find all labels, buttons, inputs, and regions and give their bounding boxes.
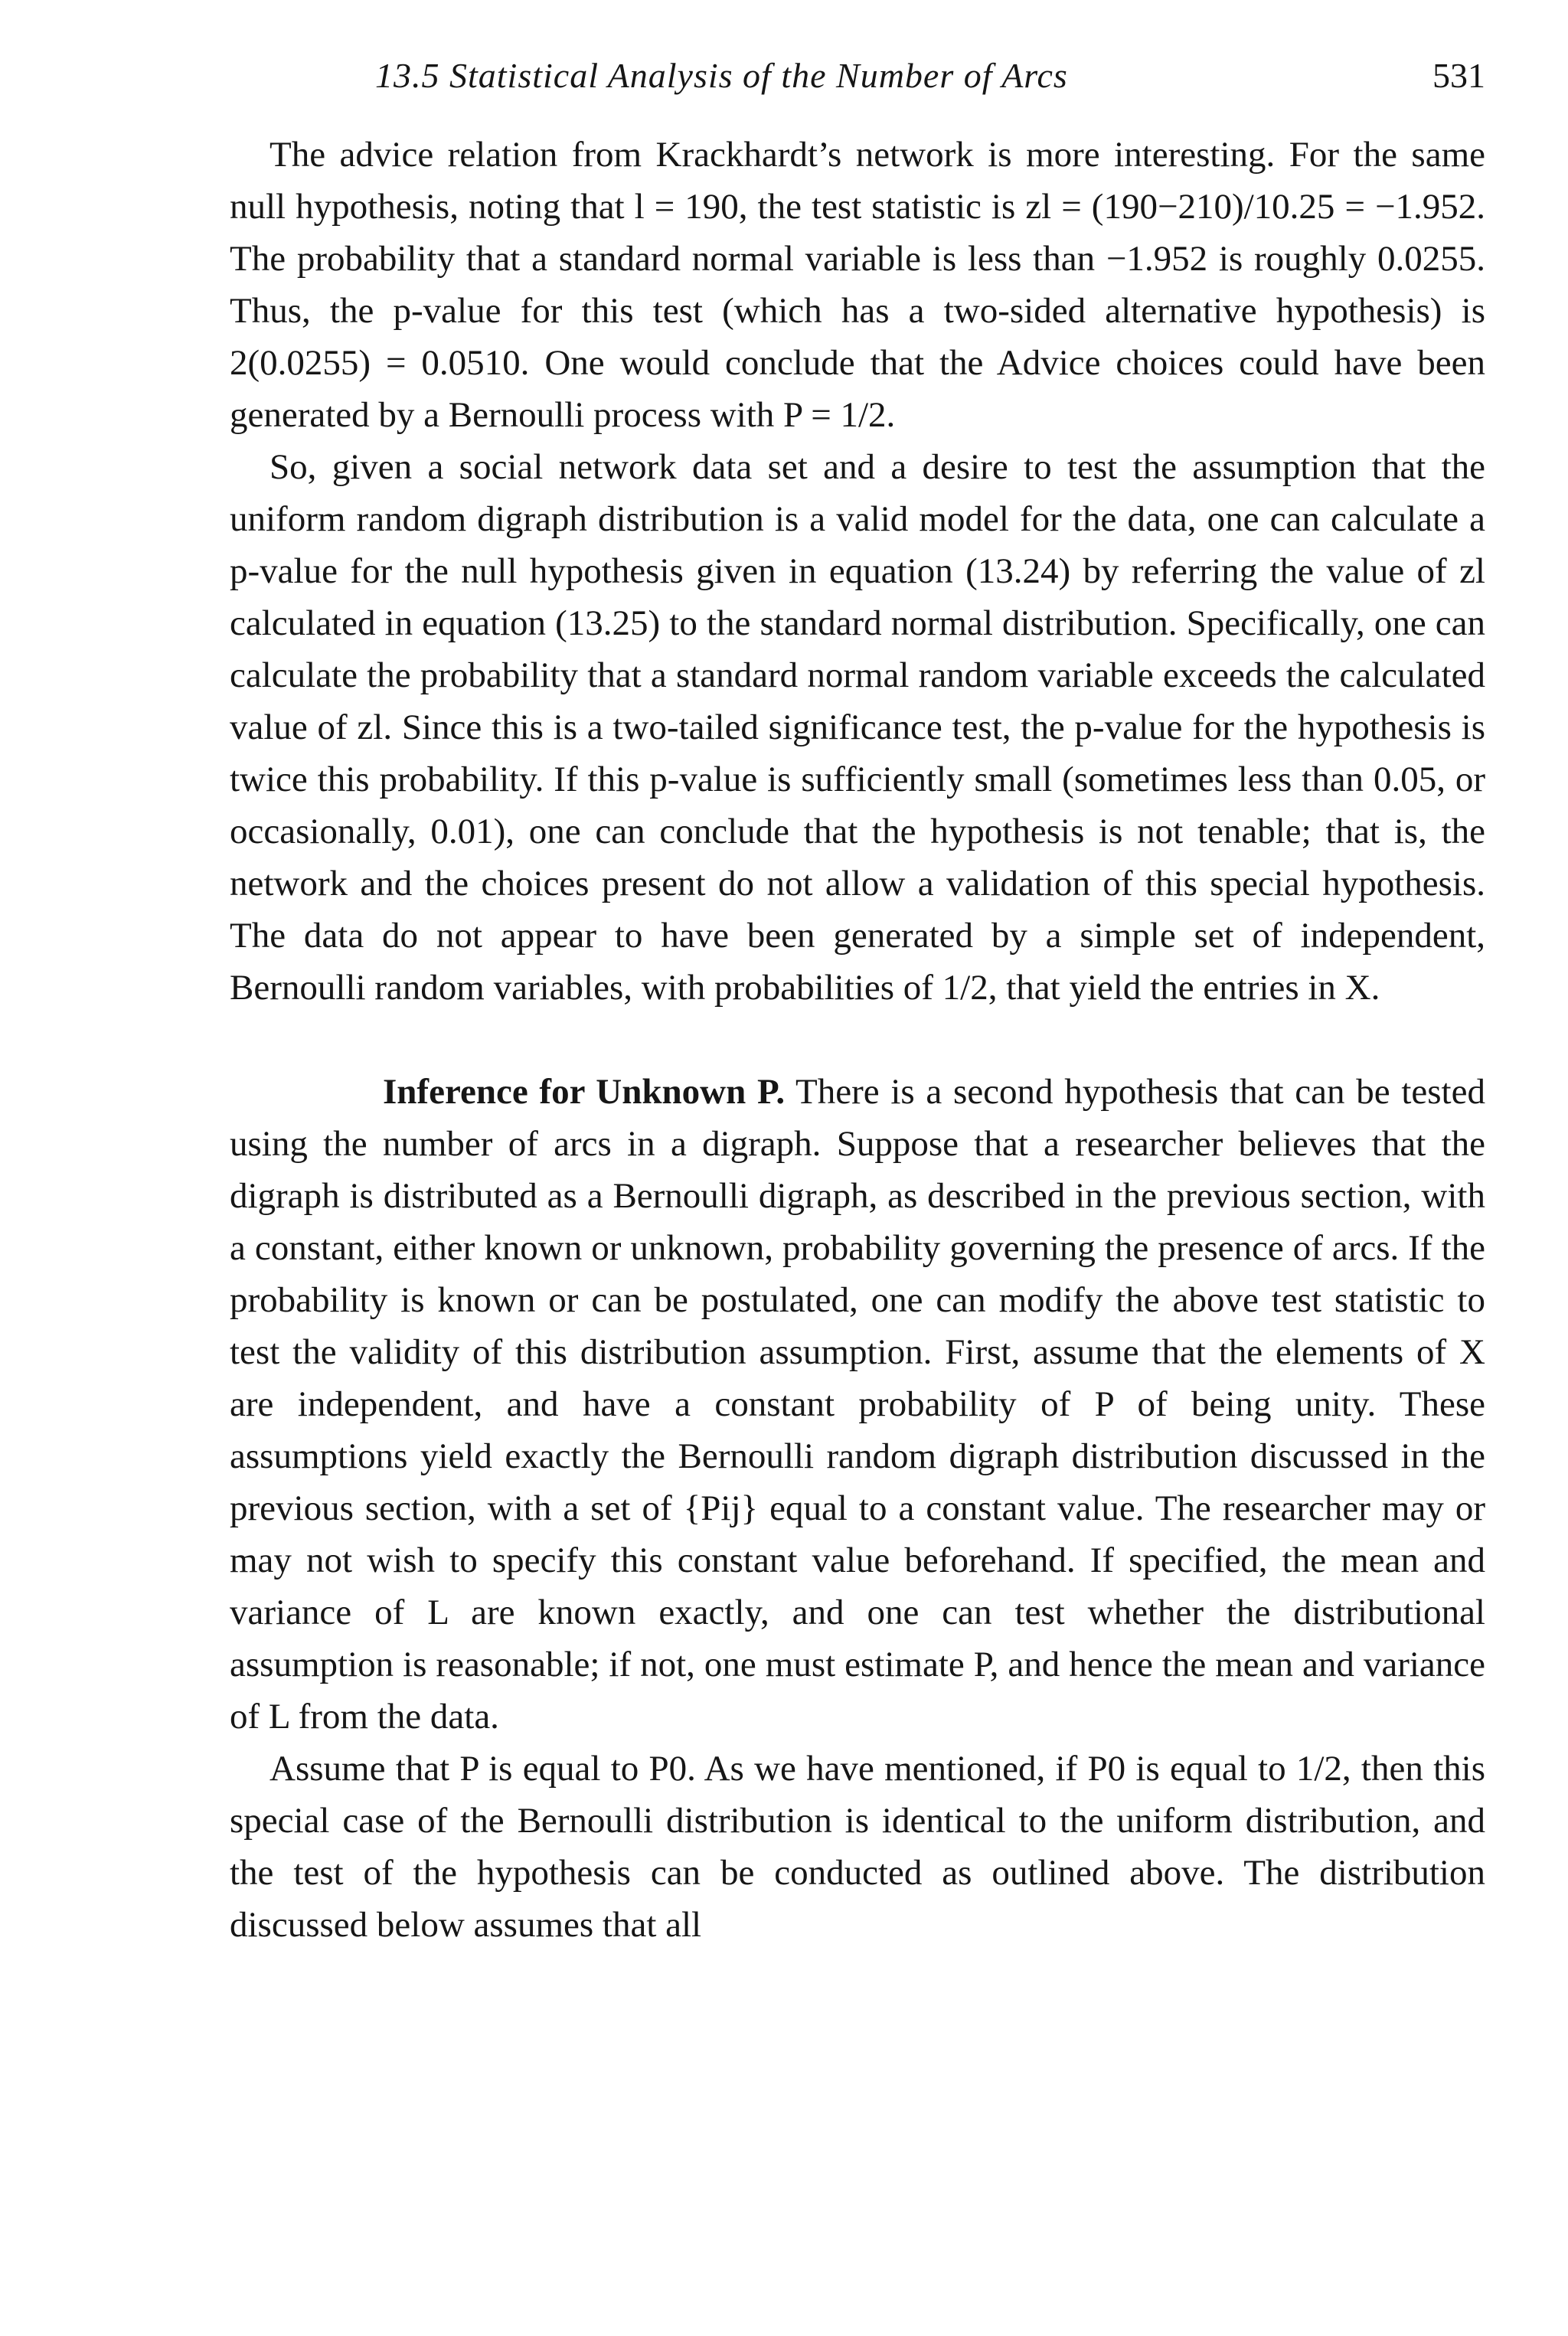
paragraph-p-value-test: So, given a social network data set and a desire to test the assumption that the uniform random digraph distribution is a valid model for the data, one can calculate a p-value for the null hypothesis given in equation (13.24) by referring the value of zl calculated in equation (13.25) to the standard normal distribution. Specifically, one can calculate the probability that a standard normal random variable exceeds the calculated value of zl. Since this is a two-tailed significance test, the p-value for the hypothesis is twice this probability. If this p-value is sufficiently small (sometimes less than 0.05, or occasionally, 0.01), one can conclude that the hypothesis is not tenable; that is, the network and the choices present do not allow a validation of this special hypothesis. The data do not appear to have been generated by a simple set of independent, Bernoulli random variables, with probabilities of 1/2, that yield the entries in X.: [230, 447, 1485, 1008]
page-number: 531: [1432, 56, 1485, 95]
paragraph-inference-text: There is a second hypothesis that can be tested using the number of arcs in a digraph. Suppose that a researcher believes that the digraph is distributed as a Bernoulli digraph, as described in the previous section, with a constant, either known or unknown, probability governing the presence of arcs. If the probability is known or can be postulated, one can modify the above test statistic to test the validity of this distribution assumption. First, assume that the elements of X are independent, and have a constant probability of P of being unity. These assumptions yield exactly the Bernoulli random digraph distribution discussed in the previous section, with a set of {Pij} equal to a constant value. The researcher may or may not wish to specify this constant value beforehand. If specified, the mean and variance of L are known exactly, and one can test whether the distributional assumption is reasonable; if not, one must estimate P, and hence the mean and variance of L from the data.: [230, 1072, 1485, 1736]
body-text: [230, 129, 1485, 1951]
paragraph-advice-relation: The advice relation from Krackhardt’s network is more interesting. For the same null hypothesis, noting that l = 190, the test statistic is zl = (190−210)/10.25 = −1.952. The probability that a standard normal variable is less than −1.952 is roughly 0.0255. Thus, the p-value for this test (which has a two-sided alternative hypothesis) is 2(0.0255) = 0.0510. One would conclude that the Advice choices could have been generated by a Bernoulli process with P = 1/2.: [230, 135, 1485, 435]
section-heading: Inference for Unknown P.: [383, 1072, 786, 1112]
running-header: [375, 49, 1485, 103]
paragraph-assume-p0: Assume that P is equal to P0. As we have mentioned, if P0 is equal to 1/2, then this special case of the Bernoulli distribution is identical to the uniform distribution, and the test of the hypothesis can be conducted as outlined above. The distribution discussed below assumes that all: [230, 1749, 1485, 1945]
running-title: 13.5 Statistical Analysis of the Number of Arcs: [375, 56, 1068, 95]
paragraph-inference-unknown-p: [230, 1066, 1485, 1743]
